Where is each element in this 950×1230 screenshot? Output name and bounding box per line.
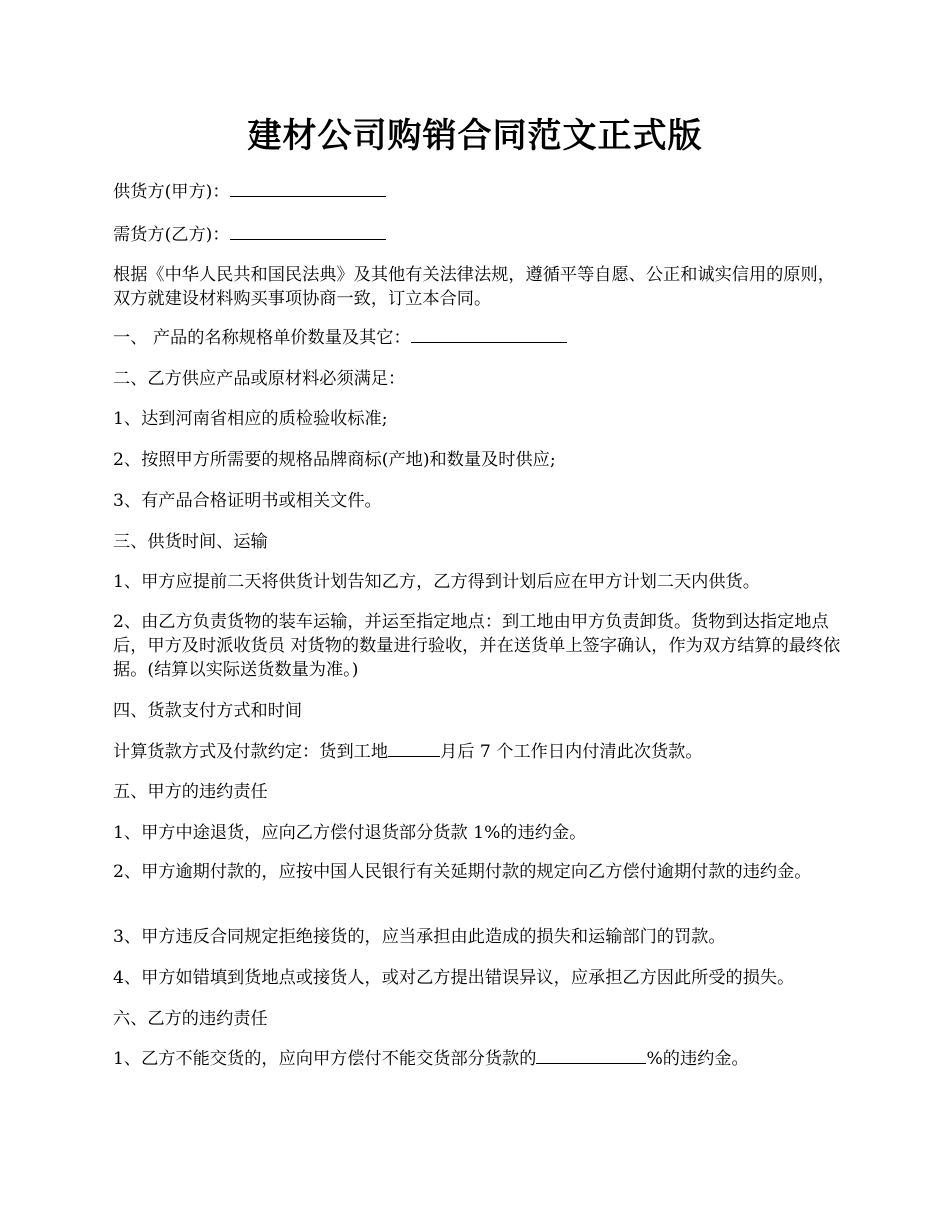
section-2-item-2: 2、按照甲方所需要的规格品牌商标(产地)和数量及时供应; <box>113 450 556 470</box>
section-3-item-1: 1、甲方应提前二天将供货计划告知乙方，乙方得到计划后应在甲方计划二天内供货。 <box>113 572 760 592</box>
section-6-heading: 六、乙方的违约责任 <box>113 1009 268 1029</box>
section-2-heading: 二、乙方供应产品或原材料必须满足： <box>113 369 406 389</box>
section-5-item-3: 3、甲方违反合同规定拒绝接货的，应当承担由此造成的损失和运输部门的罚款。 <box>113 927 726 947</box>
section-2-item-1: 1、达到河南省相应的质检验收标准; <box>113 409 388 429</box>
supplier-blank <box>230 181 386 197</box>
product-blank <box>411 327 567 343</box>
section-1-heading: 一、 产品的名称规格单价数量及其它： <box>113 328 411 348</box>
buyer-line <box>113 224 841 246</box>
document-title: 建材公司购销合同范文正式版 <box>247 116 703 156</box>
section-2-item-3: 3、有产品合格证明书或相关文件。 <box>113 491 382 511</box>
supplier-label: 供货方(甲方)： <box>113 182 230 202</box>
section-5-item-2: 2、甲方逾期付款的，应按中国人民银行有关延期付款的规定向乙方偿付逾期付款的违约金。 <box>113 862 812 882</box>
section-6-line <box>113 1048 841 1070</box>
section-5-heading: 五、甲方的违约责任 <box>113 782 268 802</box>
payment-text-before: 计算货款方式及付款约定：货到工地 <box>113 742 389 762</box>
intro-paragraph: 根据《中华人民共和国民法典》及其他有关法律法规，遵循平等自愿、公正和诚实信用的原则，双方就建设材料购买事项协商一致，订立本合同。 <box>113 265 835 309</box>
section-3-heading: 三、供货时间、运输 <box>113 532 268 552</box>
buyer-blank <box>230 224 386 240</box>
payment-month-blank <box>388 741 440 757</box>
penalty-percent-blank <box>536 1048 646 1064</box>
section-3-item-2: 2、由乙方负责货物的装车运输，并运至指定地点：到工地由甲方负责卸货。货物到达指定地点后，甲方及时派收货员 对货物的数量进行验收，并在送货单上签字确认，作为双方结算的最终依据。(结算以实际送货数量为准。) <box>113 612 841 680</box>
buyer-label: 需货方(乙方)： <box>113 225 230 245</box>
section-5-item-4: 4、甲方如错填到货地点或接货人，或对乙方提出错误异议，应承担乙方因此所受的损失。 <box>113 968 795 988</box>
supplier-line <box>113 181 841 203</box>
penalty-text-after: %的违约金。 <box>646 1049 749 1069</box>
penalty-text-before: 1、乙方不能交货的，应向甲方偿付不能交货部分货款的 <box>113 1049 537 1069</box>
section-1-line <box>113 327 841 349</box>
section-4-line <box>113 741 841 763</box>
section-5-item-1: 1、甲方中途退货，应向乙方偿付退货部分货款 1%的违约金。 <box>113 823 587 843</box>
payment-text-after: 月后 7 个工作日内付清此次货款。 <box>440 742 703 762</box>
section-4-heading: 四、货款支付方式和时间 <box>113 701 303 721</box>
